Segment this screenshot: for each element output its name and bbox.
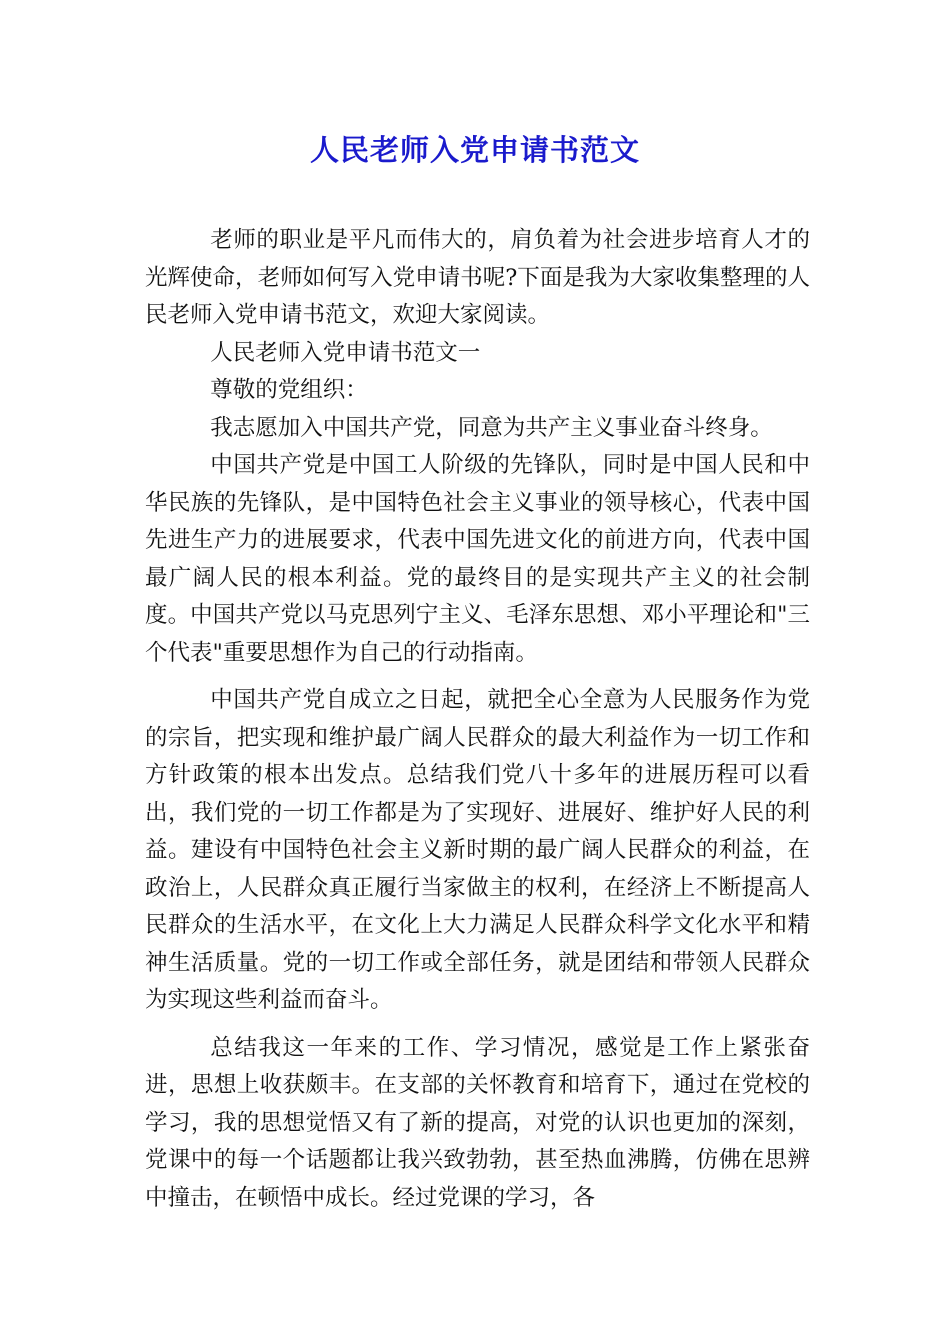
document-body [145,222,810,1217]
paragraph-subtitle: 人民老师入党申请书范文一 [210,339,481,366]
paragraph-personal-summary: 总结我这一年来的工作、学习情况，感觉是工作上紧张奋进，思想上收获颇丰。在支部的关怀教育和培育下，通过在党校的学习，我的思想觉悟又有了新的提高，对党的认识也更加的深刻，党课中的每一个话题都让我兴致勃勃，甚至热血沸腾，仿佛在思辨中撞击，在顿悟中成长。经过党课的学习，各 [145,1034,810,1211]
paragraph-pledge: 我志愿加入中国共产党，同意为共产主义事业奋斗终身。 [210,414,773,441]
paragraph-salutation: 尊敬的党组织： [210,377,368,403]
paragraph-party-nature: 中国共产党是中国工人阶级的先锋队，同时是中国人民和中华民族的先锋队，是中国特色社会主义事业的领导核心，代表中国先进生产力的进展要求，代表中国先进文化的前进方向，代表中国最广阔人民的根本利益。党的最终目的是实现共产主义的社会制度。中国共产党以马克思列宁主义、毛泽东思想、邓小平理论和"三个代表"重要思想作为自己的行动指南。 [145,452,810,666]
paragraph-party-purpose: 中国共产党自成立之日起，就把全心全意为人民服务作为党的宗旨，把实现和维护最广阔人民群众的最大利益作为一切工作和方针政策的根本出发点。总结我们党八十多年的进展历程可以看出，我们党的一切工作都是为了实现好、进展好、维护好人民的利益。建设有中国特色社会主义新时期的最广阔人民群众的利益，在政治上，人民群众真正履行当家做主的权利，在经济上不断提高人民群众的生活水平，在文化上大力满足人民群众科学文化水平和精神生活质量。党的一切工作或全部任务，就是团结和带领人民群众为实现这些利益而奋斗。 [145,687,810,1013]
document-title: 人民老师入党申请书范文 [309,133,640,167]
paragraph-intro: 老师的职业是平凡而伟大的，肩负着为社会进步培育人才的光辉使命，老师如何写入党申请书呢?下面是我为大家收集整理的人民老师入党申请书范文，欢迎大家阅读。 [145,227,810,328]
